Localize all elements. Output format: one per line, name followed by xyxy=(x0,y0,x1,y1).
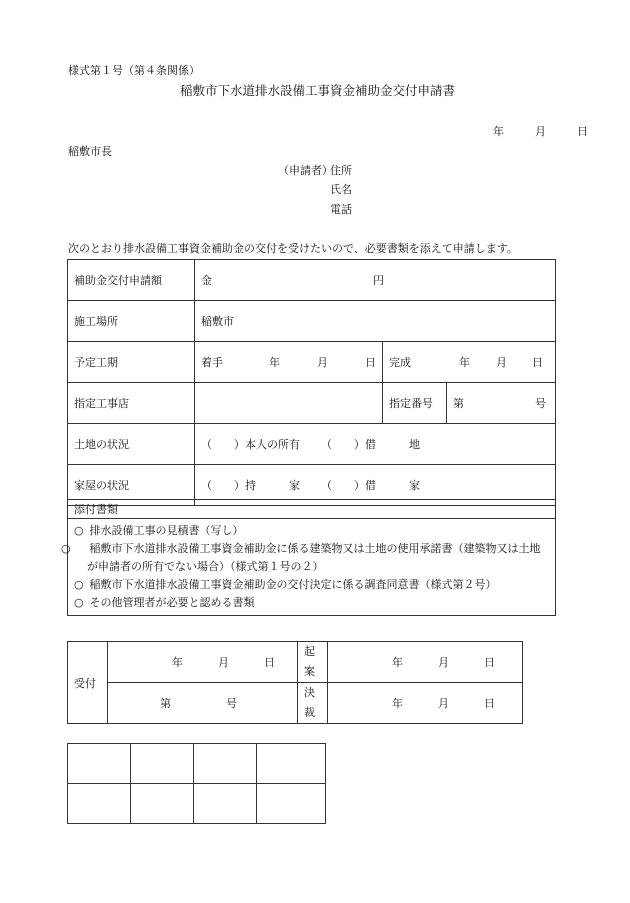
start-label: 着手 xyxy=(201,356,223,369)
stamp-cell[interactable] xyxy=(257,784,326,824)
land-lease-label: 借 地 xyxy=(365,438,420,451)
attachments-body-row xyxy=(68,519,556,616)
draft-date-cell[interactable] xyxy=(328,642,523,683)
draft-day: 日 xyxy=(484,656,495,669)
house-lease-check[interactable]: （ ） xyxy=(321,479,365,492)
stamp-cell[interactable] xyxy=(194,744,257,784)
site-cell[interactable] xyxy=(195,301,556,342)
amount-cell[interactable] xyxy=(195,260,556,301)
attachments-table xyxy=(61,499,556,616)
amount-row xyxy=(68,260,556,301)
office-use-table xyxy=(67,641,523,724)
received-day: 日 xyxy=(264,656,275,669)
applicant-label: （申請者） xyxy=(278,164,333,177)
attachment-item: ○ その他管理者が必要と認める書類 xyxy=(74,594,549,612)
land-row xyxy=(68,424,556,465)
house-own-label: 持 家 xyxy=(245,479,300,492)
attachments-header-row xyxy=(68,500,556,519)
designation-cell[interactable] xyxy=(447,383,556,424)
applicant-name-label: 氏名 xyxy=(330,183,352,196)
draft-year: 年 xyxy=(392,656,403,669)
house-label: 家屋の状況 xyxy=(68,465,195,506)
office-row-bottom xyxy=(68,683,523,724)
stamp-grid xyxy=(67,743,326,824)
date-year: 年 xyxy=(493,125,504,138)
addressee: 稲敷市長 xyxy=(68,145,112,158)
contractor-row xyxy=(68,383,556,424)
stamp-cell[interactable] xyxy=(131,784,194,824)
attachment-item: ○ 稲敷市下水道排水設備工事資金補助金に係る建築物又は土地の使用承諾書（建築物又は土地が申請者の所有でない場合）（様式第１号の２） xyxy=(61,542,541,573)
received-no-prefix: 第 xyxy=(160,697,171,710)
attachments-label: 添付書類 xyxy=(68,500,556,519)
site-value: 稲敷市 xyxy=(201,315,234,328)
stamp-row xyxy=(68,744,326,784)
stamp-cell[interactable] xyxy=(257,744,326,784)
attachment-item: ○ 排水設備工事の見積書（写し） xyxy=(74,522,549,540)
decision-date-cell[interactable] xyxy=(328,683,523,724)
received-no-suffix: 号 xyxy=(226,697,237,710)
attachment-item: ○ 稲敷市下水道排水設備工事資金補助金の交付決定に係る調査同意書（様式第２号） xyxy=(74,576,549,594)
received-number-cell[interactable] xyxy=(108,683,298,724)
designation-prefix: 第 xyxy=(453,397,464,410)
bullet-icon: ○ xyxy=(61,542,71,555)
intro-text: 次のとおり排水設備工事資金補助金の交付を受けたいので、必要書類を添えて申請します。 xyxy=(68,242,518,255)
start-month: 月 xyxy=(317,356,328,369)
decision-year: 年 xyxy=(392,697,403,710)
start-day: 日 xyxy=(365,356,376,369)
applicant-address-label: 住所 xyxy=(330,164,352,177)
site-row xyxy=(68,301,556,342)
period-start-cell[interactable] xyxy=(195,342,383,383)
application-table xyxy=(67,259,556,506)
decision-label: 決 裁 xyxy=(298,683,328,724)
draft-label: 起 案 xyxy=(298,642,328,683)
land-options xyxy=(195,424,556,465)
office-row-top xyxy=(68,642,523,683)
land-label: 土地の状況 xyxy=(68,424,195,465)
form-number: 様式第１号（第４条関係） xyxy=(68,64,200,77)
received-label: 受付 xyxy=(68,642,108,724)
end-label: 完成 xyxy=(389,356,411,369)
contractor-cell[interactable] xyxy=(195,383,383,424)
period-row xyxy=(68,342,556,383)
designation-label: 指定番号 xyxy=(383,383,447,424)
end-year: 年 xyxy=(459,356,470,369)
end-day: 日 xyxy=(532,356,543,369)
land-lease-check[interactable]: （ ） xyxy=(321,438,365,451)
house-own-check[interactable]: （ ） xyxy=(201,479,245,492)
site-label: 施工場所 xyxy=(68,301,195,342)
bullet-icon: ○ xyxy=(74,524,84,537)
received-date-cell[interactable] xyxy=(108,642,298,683)
stamp-row xyxy=(68,784,326,824)
stamp-cell[interactable] xyxy=(68,784,131,824)
period-label: 予定工期 xyxy=(68,342,195,383)
house-lease-label: 借 家 xyxy=(365,479,420,492)
applicant-phone-label: 電話 xyxy=(330,203,352,216)
stamp-cell[interactable] xyxy=(68,744,131,784)
decision-day: 日 xyxy=(484,697,495,710)
bullet-icon: ○ xyxy=(74,578,84,591)
date-day: 日 xyxy=(577,125,588,138)
land-own-check[interactable]: （ ） xyxy=(201,438,245,451)
amount-unit: 円 xyxy=(373,274,384,287)
period-end-cell[interactable] xyxy=(383,342,556,383)
decision-month: 月 xyxy=(438,697,449,710)
end-month: 月 xyxy=(496,356,507,369)
received-year: 年 xyxy=(172,656,183,669)
attachments-list xyxy=(61,519,556,616)
amount-label: 補助金交付申請額 xyxy=(68,260,195,301)
bullet-icon: ○ xyxy=(74,596,84,609)
stamp-cell[interactable] xyxy=(131,744,194,784)
land-own-label: 本人の所有 xyxy=(245,438,300,451)
start-year: 年 xyxy=(269,356,280,369)
draft-month: 月 xyxy=(438,656,449,669)
received-month: 月 xyxy=(218,656,229,669)
page-title: 稲敷市下水道排水設備工事資金補助金交付申請書 xyxy=(180,83,456,98)
amount-prefix: 金 xyxy=(201,274,212,287)
date-month: 月 xyxy=(535,125,546,138)
stamp-cell[interactable] xyxy=(194,784,257,824)
designation-suffix: 号 xyxy=(535,397,546,410)
contractor-label: 指定工事店 xyxy=(68,383,195,424)
